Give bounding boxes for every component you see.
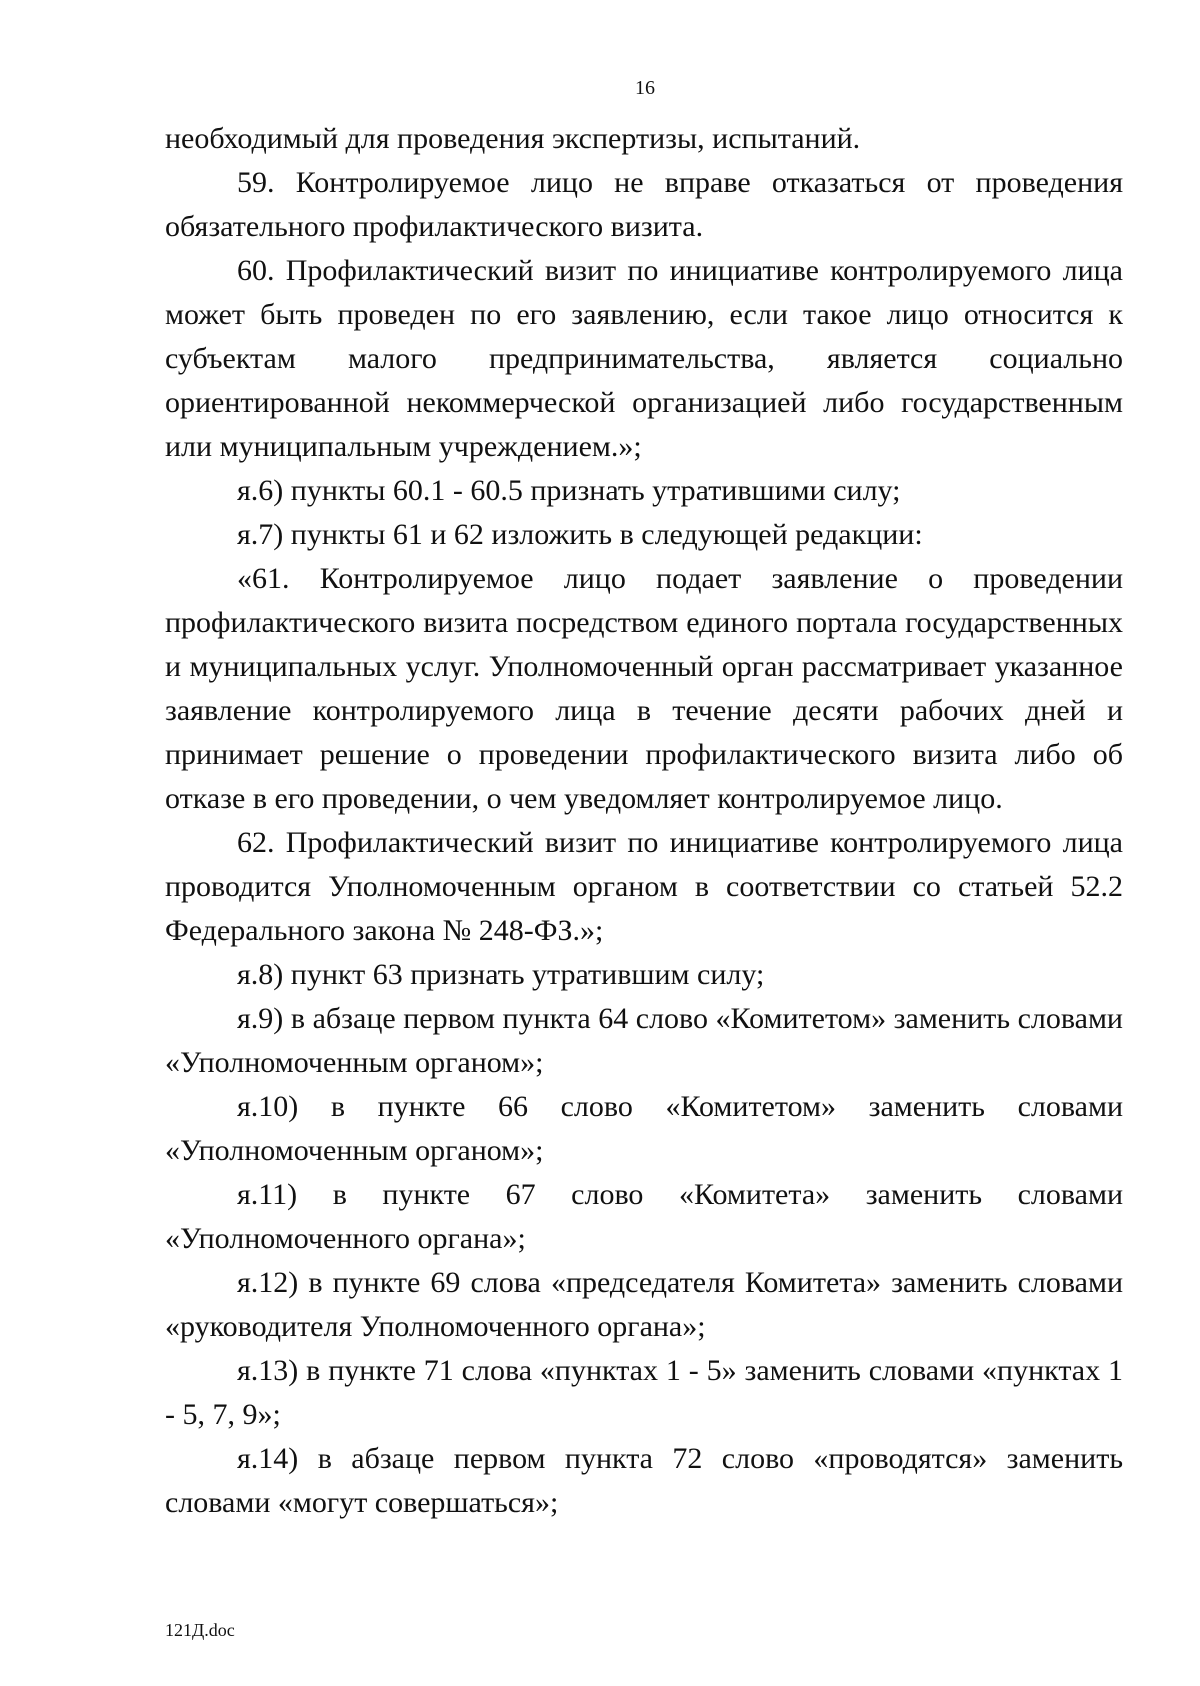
paragraph-60: 60. Профилактический визит по инициативе контролируемого лица может быть проведен по его заявлению, если такое лицо относится к субъектам малого предпринимательства, является социально ориентированной некоммерческой организацией либо государственным или муниципальным учреждением.»;	[165, 254, 1123, 463]
paragraph-ya13: я.13) в пункте 71 слова «пунктах 1 - 5» заменить словами «пунктах 1 - 5, 7, 9»;	[165, 1354, 1123, 1431]
paragraph-ya6: я.6) пункты 60.1 - 60.5 признать утратившими силу;	[237, 474, 901, 507]
paragraph-ya7: я.7) пункты 61 и 62 изложить в следующей редакции:	[237, 518, 923, 551]
document-body	[165, 117, 1123, 1525]
page-number: 16	[635, 77, 655, 99]
paragraph-ya14: я.14) в абзаце первом пункта 72 слово «проводятся» заменить словами «могут совершаться»;	[165, 1442, 1123, 1519]
paragraph-ya11: я.11) в пункте 67 слово «Комитета» заменить словами «Уполномоченного органа»;	[165, 1178, 1123, 1255]
paragraph-59: 59. Контролируемое лицо не вправе отказаться от проведения обязательного профилактического визита.	[165, 166, 1123, 243]
paragraph-61: «61. Контролируемое лицо подает заявление о проведении профилактического визита посредством единого портала государственных и муниципальных услуг. Уполномоченный орган рассматривает указанное заявление контролируемого лица в течение десяти рабочих дней и принимает решение о проведении профилактического визита либо об отказе в его проведении, о чем уведомляет контролируемое лицо.	[165, 562, 1123, 815]
paragraph-continuation: необходимый для проведения экспертизы, испытаний.	[165, 122, 861, 155]
paragraph-ya12: я.12) в пункте 69 слова «председателя Комитета» заменить словами «руководителя Уполномоченного органа»;	[165, 1266, 1123, 1343]
paragraph-ya9: я.9) в абзаце первом пункта 64 слово «Комитетом» заменить словами «Уполномоченным органом»;	[165, 1002, 1123, 1079]
paragraph-62: 62. Профилактический визит по инициативе контролируемого лица проводится Уполномоченным органом в соответствии со статьей 52.2 Федерального закона № 248-ФЗ.»;	[165, 826, 1123, 947]
paragraph-ya8: я.8) пункт 63 признать утратившим силу;	[237, 958, 765, 991]
paragraph-ya10: я.10) в пункте 66 слово «Комитетом» заменить словами «Уполномоченным органом»;	[165, 1090, 1123, 1167]
footer-filename: 121Д.doc	[165, 1620, 235, 1640]
